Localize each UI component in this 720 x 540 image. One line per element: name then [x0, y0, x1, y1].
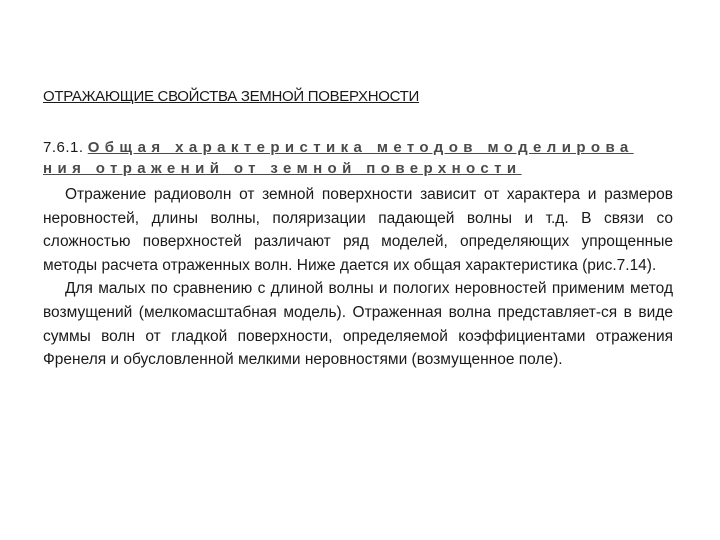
slide-heading: ОТРАЖАЮЩИЕ СВОЙСТВА ЗЕМНОЙ ПОВЕРХНОСТИ [43, 88, 420, 105]
section-title [43, 137, 673, 179]
paragraph-2: Для малых по сравнению с длиной волны и пологих неровностей применим метод возмущений (мелкомасштабная модель). Отраженная волна представляет-ся в виде суммы волн от гладкой поверхности, определяемой коэффициентами отражения Френеля и обусловленной мелкими неровностями (возмущенное поле). [43, 280, 673, 369]
section-number: 7.6.1. [43, 139, 84, 156]
paragraph-1: Отражение радиоволн от земной поверхности зависит от характера и размеров неровностей, длины волны, поляризации падающей волны и т.д. В связи со сложностью поверхностей различают ряд моделей, определяющих упрощенные методы расчета отраженных волн. Ниже дается их общая характеристика (рис.7.14). [43, 186, 673, 274]
section-title-line1: Общая характеристика методов моделирова [87, 139, 634, 156]
body-text [43, 183, 673, 372]
section-title-line2: ния отражений от земной поверхности [43, 160, 522, 177]
